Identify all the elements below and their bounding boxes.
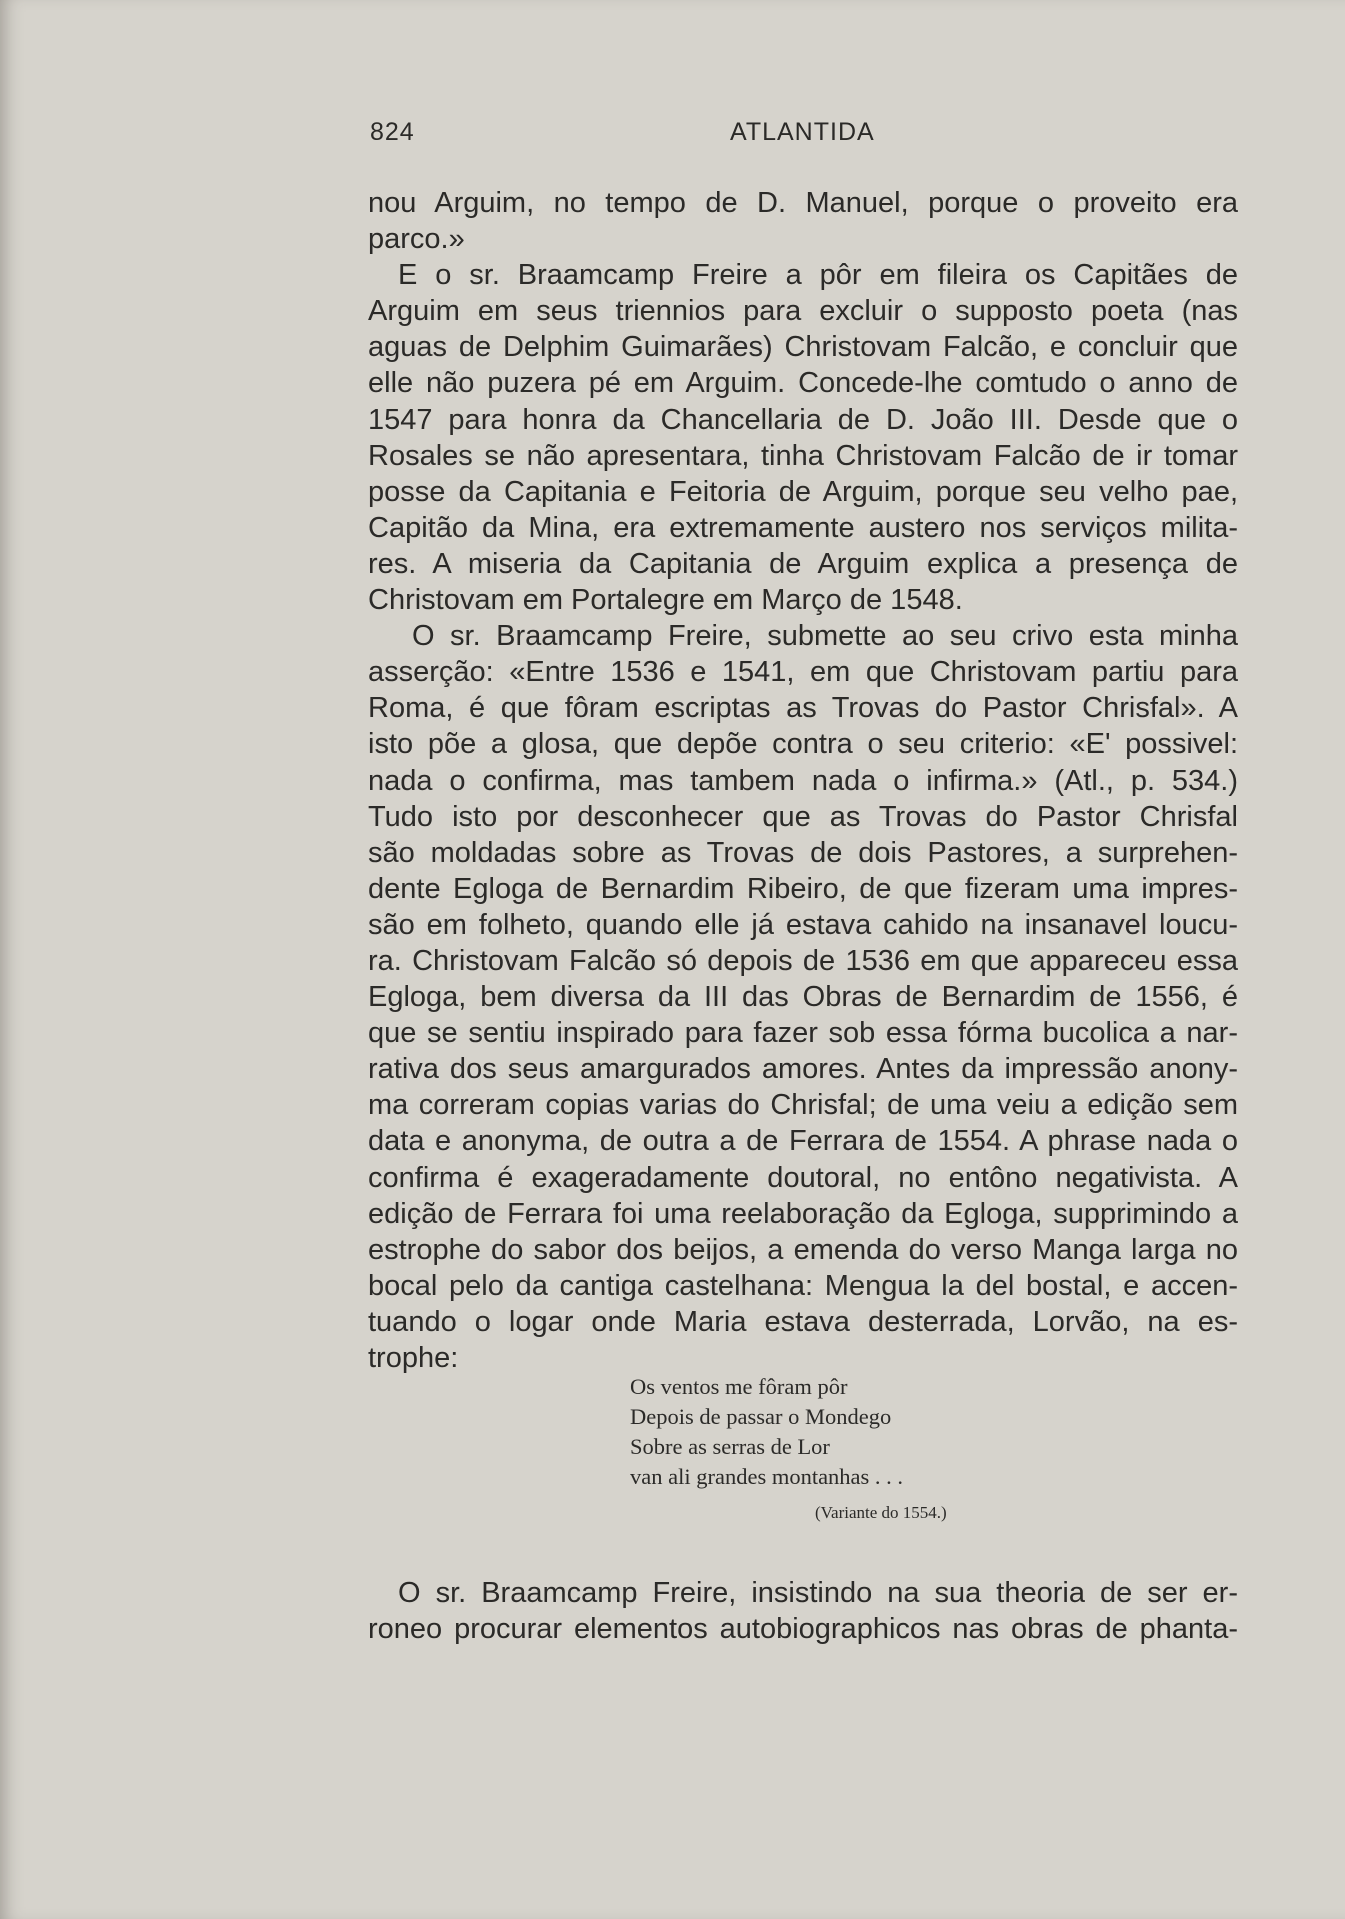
text-line: que se sentiu inspirado para fazer sob essa fórma bucolica a nar-	[368, 1017, 1238, 1050]
text-line: roneo procurar elementos autobiographicos nas obras de phanta-	[368, 1613, 1238, 1646]
text-line: bocal pelo da cantiga castelhana: Mengua la del bostal, e accen-	[368, 1269, 1238, 1302]
text-line: 1547 para honra da Chancellaria de D. João III. Desde que o	[368, 403, 1238, 436]
running-head	[370, 118, 1240, 152]
text-line: estrophe do sabor dos beijos, a emenda do verso Manga larga no	[368, 1233, 1238, 1266]
text-line: elle não puzera pé em Arguim. Concede-lhe comtudo o anno de	[368, 367, 1238, 400]
closing-text	[368, 1575, 1238, 1647]
text-line: aguas de Delphim Guimarães) Christovam Falcão, e concluir que	[368, 331, 1238, 364]
text-line: asserção: «Entre 1536 e 1541, em que Christovam partiu para	[368, 656, 1238, 689]
verse-line: van ali grandes montanhas . . .	[630, 1464, 904, 1489]
text-line: edição de Ferrara foi uma reelaboração da Egloga, supprimindo a	[368, 1197, 1238, 1230]
text-line: parco.»	[368, 223, 465, 256]
text-line: tuando o logar onde Maria estava desterrada, Lorvão, na es-	[368, 1305, 1238, 1338]
text-line: Rosales se não apresentara, tinha Christovam Falcão de ir tomar	[368, 439, 1238, 472]
verse-source: (Variante do 1554.)	[815, 1503, 947, 1522]
text-line: O sr. Braamcamp Freire, submette ao seu crivo esta minha	[412, 620, 1238, 653]
text-line: dente Egloga de Bernardim Ribeiro, de que fizeram uma impres-	[368, 872, 1238, 905]
text-line: Tudo isto por desconhecer que as Trovas do Pastor Chrisfal	[368, 800, 1238, 833]
text-line: nou Arguim, no tempo de D. Manuel, porque o proveito era	[368, 187, 1238, 219]
text-line: isto põe a glosa, que depõe contra o seu criterio: «E' possivel:	[368, 728, 1238, 761]
text-line: ma correram copias varias do Chrisfal; de uma veiu a edição sem	[368, 1089, 1238, 1122]
text-line: res. A miseria da Capitania de Arguim explica a presença de	[368, 547, 1238, 580]
verse-line: Os ventos me fôram pôr	[630, 1374, 848, 1399]
verse-line: Depois de passar o Mondego	[630, 1404, 892, 1429]
journal-title: ATLANTIDA	[730, 118, 875, 146]
text-line: O sr. Braamcamp Freire, insistindo na sua theoria de ser er-	[398, 1577, 1238, 1609]
text-line: Christovam em Portalegre em Março de 1548.	[368, 584, 963, 617]
text-line: E o sr. Braamcamp Freire a pôr em fileira os Capitães de	[398, 259, 1238, 292]
text-line: ra. Christovam Falcão só depois de 1536 em que appareceu essa	[368, 944, 1238, 977]
text-line: rativa dos seus amargurados amores. Antes da impressão anony-	[368, 1053, 1238, 1086]
verse-line: Sobre as serras de Lor	[630, 1434, 830, 1459]
text-line: data e anonyma, de outra a de Ferrara de 1554. A phrase nada o	[368, 1125, 1238, 1158]
text-line: Roma, é que fôram escriptas as Trovas do Pastor Chrisfal». A	[368, 692, 1238, 725]
text-line: Arguim em seus triennios para excluir o supposto poeta (nas	[368, 295, 1238, 328]
body-text	[368, 185, 1238, 1376]
text-line: nada o confirma, mas tambem nada o infirma.» (Atl., p. 534.)	[368, 764, 1238, 797]
text-line: posse da Capitania e Feitoria de Arguim, porque seu velho pae,	[368, 475, 1238, 508]
verse-quotation	[630, 1372, 903, 1492]
text-line: confirma é exageradamente doutoral, no entôno negativista. A	[368, 1161, 1238, 1194]
page-number: 824	[370, 118, 415, 146]
text-line: são moldadas sobre as Trovas de dois Pastores, a surprehen-	[368, 836, 1238, 869]
text-line: Capitão da Mina, era extremamente austero nos serviços milita-	[368, 511, 1238, 544]
text-line: trophe:	[368, 1342, 459, 1374]
text-line: são em folheto, quando elle já estava cahido na insanavel loucu-	[368, 908, 1238, 941]
text-line: Egloga, bem diversa da III das Obras de Bernardim de 1556, é	[368, 981, 1238, 1014]
